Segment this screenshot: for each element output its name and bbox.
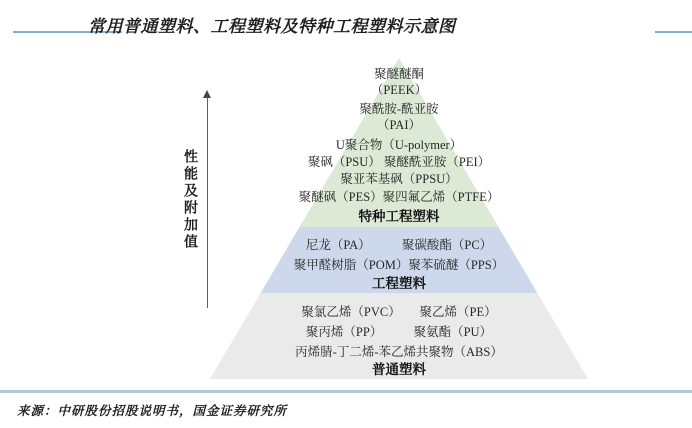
material-row-pai-name: 聚酰胺-酰亚胺 bbox=[359, 102, 439, 116]
material-row-abs: 丙烯腈-丁二烯-苯乙烯共聚物（ABS） bbox=[295, 345, 503, 359]
material-row-peek-abbr: （PEEK） bbox=[370, 83, 428, 97]
tier-label-engineering: 工程塑料 bbox=[372, 276, 426, 291]
material-row-ppsu: 聚亚苯基砜（PPSU） bbox=[340, 172, 458, 186]
material-row-pp-pu: 聚丙烯（PP） 聚氨酯（PU） bbox=[305, 325, 493, 339]
figure-title: 常用普通塑料、工程塑料及特种工程塑料示意图 bbox=[88, 17, 456, 36]
material-row-psu-pei: 聚砜（PSU） 聚醚酰亚胺（PEI） bbox=[307, 155, 491, 169]
material-row-pes-ptfe: 聚醚砜（PES）聚四氟乙烯（PTFE） bbox=[298, 190, 500, 204]
source-note: 来源：中研股份招股说明书，国金证券研究所 bbox=[17, 404, 288, 418]
material-row-upolymer: U聚合物（U-polymer） bbox=[335, 138, 463, 152]
material-row-pai-abbr: （PAI） bbox=[377, 118, 421, 132]
footer-rule bbox=[0, 390, 692, 393]
pyramid-labels bbox=[210, 58, 588, 379]
title-rule-right bbox=[655, 31, 692, 33]
axis-label: 性能及附加值 bbox=[182, 149, 197, 251]
tier-label-common: 普通塑料 bbox=[372, 362, 426, 377]
material-row-pvc-pe: 聚氯乙烯（PVC） 聚乙烯（PE） bbox=[301, 305, 497, 319]
material-row-peek-name: 聚醚醚酮 bbox=[373, 67, 424, 81]
material-row-pa-pc: 尼龙（PA） 聚碳酸酯（PC） bbox=[305, 238, 493, 252]
tier-label-special-engineering: 特种工程塑料 bbox=[358, 209, 440, 224]
axis-arrow-line bbox=[207, 97, 208, 308]
material-row-pom-pps: 聚甲醛树脂（POM）聚苯硫醚（PPS） bbox=[293, 258, 505, 272]
